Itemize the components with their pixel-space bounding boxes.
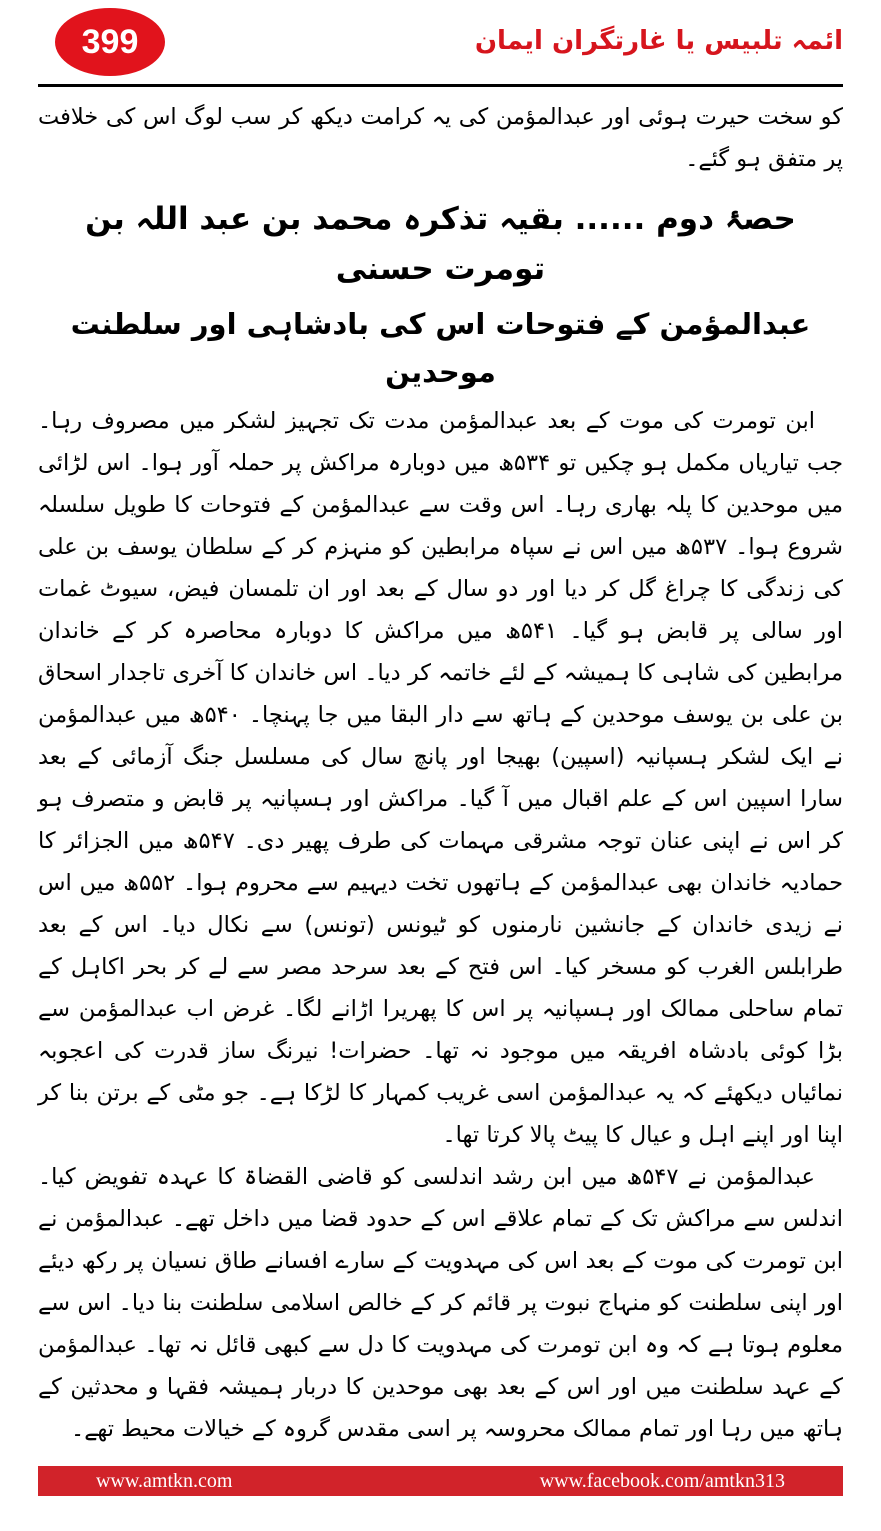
section-heading: حصۂ دوم ...... بقیہ تذکرہ محمد بن عبد اللہ بن تومرت حسنی <box>85 201 796 287</box>
page-content <box>38 96 843 1450</box>
book-title: ائمہ تلبیس یا غارتگران ایمان <box>474 26 843 56</box>
header-divider <box>38 84 843 87</box>
opening-paragraph: کو سخت حیرت ہوئی اور عبدالمؤمن کی یہ کرامت دیکھ کر سب لوگ اس کی خلافت پر متفق ہو گئے۔ <box>38 104 843 172</box>
footer-bar <box>38 1466 843 1496</box>
page-number-badge: 399 <box>55 8 165 76</box>
facebook-link[interactable]: www.facebook.com/amtkn313 <box>539 1469 785 1492</box>
website-link[interactable]: www.amtkn.com <box>96 1469 233 1492</box>
sub-heading: عبدالمؤمن کے فتوحات اس کی بادشاہی اور سلطنت موحدین <box>70 307 811 389</box>
body-paragraph-2: عبدالمؤمن نے ۵۴۷ھ میں ابن رشد اندلسی کو قاضی القضاۃ کا عہدہ تفویض کیا۔ اندلس سے مراکش تک کے تمام علاقے اس کے حدود قضا میں داخل تھے۔ عبدالمؤمن نے ابن تومرت کی موت کے بعد اس کی مہدویت کے سارے افسانے طاق نسیان پر رکھ دیئے اور اپنی سلطنت کو منہاج نبوت پر قائم کر کے خالص اسلامی سلطنت بنا دیا۔ اس سے معلوم ہوتا ہے کہ وہ ابن تومرت کی مہدویت کا دل سے کبھی قائل نہ تھا۔ عبدالمؤمن کے عہد سلطنت میں اور اس کے بعد بھی موحدین کا دربار ہمیشہ فقہا و محدثین کے ہاتھ میں رہا اور تمام ممالک محروسہ پر اسی مقدس گروہ کے خیالات محیط تھے۔ <box>38 1164 843 1442</box>
body-paragraph-1: ابن تومرت کی موت کے بعد عبدالمؤمن مدت تک تجہیز لشکر میں مصروف رہا۔ جب تیاریاں مکمل ہو چکیں تو ۵۳۴ھ میں دوبارہ مراکش پر حملہ آور ہوا۔ اس لڑائی میں موحدین کا پلہ بھاری رہا۔ اس وقت سے عبدالمؤمن کے فتوحات کا طویل سلسلہ شروع ہوا۔ ۵۳۷ھ میں اس نے سپاہ مرابطین کو منہزم کر کے سلطان یوسف بن علی کی زندگی کا چراغ گل کر دیا اور دو سال کے بعد اور ان تلمسان فیض، سیوٹ غمات اور سالی پر قابض ہو گیا۔ ۵۴۱ھ میں مراکش کا دوبارہ محاصرہ کر کے خاندان مرابطین کی شاہی کا ہمیشہ کے لئے خاتمہ کر دیا۔ اس خاندان کا آخری تاجدار اسحاق بن علی بن یوسف موحدین کے ہاتھ سے دار البقا میں جا پہنچا۔ ۵۴۰ھ میں عبدالمؤمن نے ایک لشکر ہسپانیہ (اسپین) بھیجا اور پانچ سال کی مسلسل جنگ آزمائی کے بعد سارا اسپین اس کے علم اقبال میں آ گیا۔ مراکش اور ہسپانیہ پر قابض و متصرف ہو کر اس نے اپنی عنان توجہ مشرقی مہمات کی طرف پھیر دی۔ ۵۴۷ھ میں الجزائر کا حمادیہ خاندان بھی عبدالمؤمن کے ہاتھوں تخت دیہیم سے محروم ہوا۔ ۵۵۲ھ میں اس نے زیدی خاندان کے جانشین نارمنوں کو ٹیونس (تونس) سے نکال دیا۔ اس کے بعد طرابلس الغرب کو مسخر کیا۔ اس فتح کے بعد سرحد مصر سے لے کر بحر اکاہل کے تمام ساحلی ممالک اور ہسپانیہ پر اس کا پھریرا اڑانے لگا۔ غرض اب عبدالمؤمن سے بڑا کوئی بادشاہ افریقہ میں موجود نہ تھا۔ حضرات! نیرنگ ساز قدرت کی اعجوبہ نمائیاں دیکھئے کہ یہ عبدالمؤمن اسی غریب کمہار کا لڑکا ہے۔ جو مٹی کے برتن بنا کر اپنا اور اپنے اہل و عیال کا پیٹ پالا کرتا تھا۔ <box>38 408 843 1148</box>
